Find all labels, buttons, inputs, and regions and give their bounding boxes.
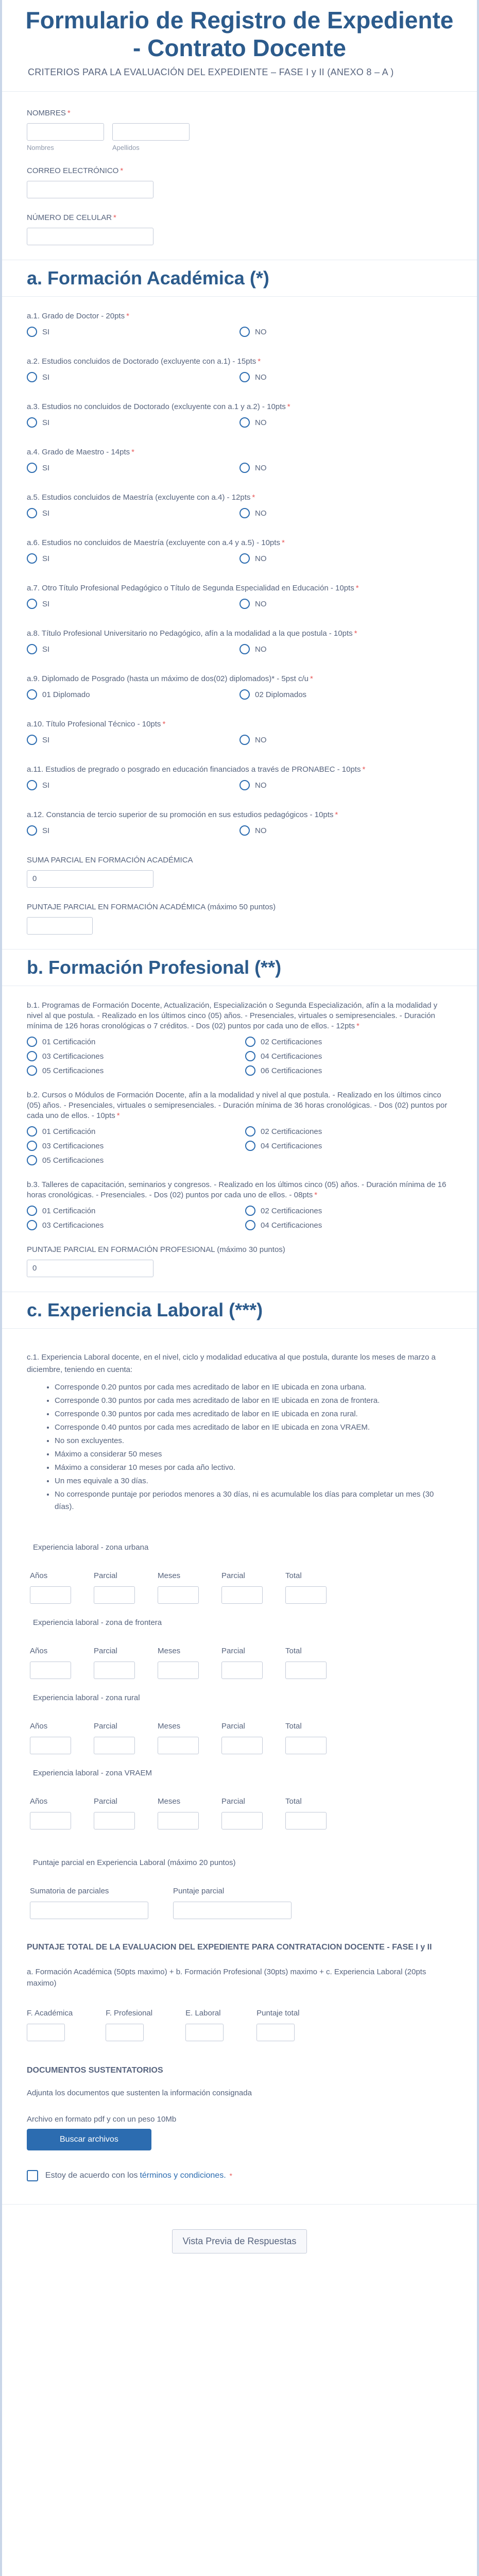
terms-link[interactable]: términos y condiciones. (140, 2171, 226, 2180)
first-name-sublabel: Nombres (27, 144, 54, 151)
radio-label: SI (42, 735, 50, 744)
required-mark: * (126, 312, 129, 320)
zone-title: Experiencia laboral - zona de frontera (33, 1618, 162, 1627)
total-value-input[interactable] (27, 2024, 65, 2041)
radio-option-no[interactable] (239, 825, 452, 836)
required-mark: * (120, 166, 124, 175)
radio-option-yes[interactable] (27, 372, 239, 382)
radio-label: NO (255, 599, 267, 608)
b3-label: b.3. Talleres de capacitación, seminarios y congresos. - Realizado en los últimos cinco (05) años. - Duración mínima de 16 horas cronológicas. - Presenciales. - Dos (02) puntos por cada uno de ellos. - 08pts (27, 1180, 447, 1199)
radio-circle[interactable] (27, 1141, 37, 1151)
certification-option[interactable] (245, 1141, 464, 1151)
question-label: a.11. Estudios de pregrado o posgrado en educación financiados a través de PRONABEC - 10pts (27, 765, 361, 774)
radio-option-yes[interactable] (27, 508, 239, 518)
question-a12 (27, 810, 452, 841)
form-subtitle: CRITERIOS PARA LA EVALUACIÓN DEL EXPEDIENTE – FASE I y II (ANEXO 8 – A ) (28, 67, 394, 77)
column-caption: Total (285, 1571, 302, 1580)
b2-options (27, 1126, 452, 1165)
radio-label: NO (255, 509, 267, 518)
browse-files-button[interactable]: Buscar archivos (27, 2129, 151, 2150)
radio-circle[interactable] (245, 1051, 255, 1061)
puntaje-parcial-input[interactable] (173, 1902, 292, 1919)
column-caption: Meses (158, 1722, 181, 1731)
zone-value-input[interactable] (94, 1586, 135, 1604)
terms-block (2, 2150, 477, 2181)
question-a9 (27, 674, 452, 705)
radio-circle[interactable] (27, 1155, 37, 1165)
experience-intro: c.1. Experiencia Laboral docente, en el nivel, ciclo y modalidad educativa al que postula, durante los meses de marzo a diciembre, teniendo en cuenta: (27, 1353, 436, 1374)
b1-label: b.1. Programas de Formación Docente, Actualización, Especialización o Segunda Especialización, afín a la modalidad y nivel al que postula. - Realizado en los últimos cinco (05) años. - Presenciales, virtuales o semipresenciales. - Duración mínima de 126 horas cronológicas o 7 créditos. - Dos (02) puntos por cada uno de ellos. - 12pts (27, 1001, 438, 1030)
column-caption: Total (285, 1647, 302, 1655)
experience-rule: • No corresponde puntaje por periodos menores a 30 días, ni es acumulable los días para completar un mes (30 días). (55, 1488, 452, 1513)
radio-label: NO (255, 418, 267, 427)
radio-circle[interactable] (239, 780, 250, 790)
radio-option-no[interactable] (239, 553, 452, 564)
radio-label: SI (42, 372, 50, 382)
radio-option-yes[interactable] (27, 553, 239, 564)
radio-label: NO (255, 735, 267, 744)
zone-value-input[interactable] (158, 1737, 199, 1754)
zone-value-input[interactable] (221, 1737, 263, 1754)
b1-field (27, 1001, 452, 1076)
radio-circle[interactable] (239, 327, 250, 337)
experience-rule: • Un mes equivale a 30 días. (55, 1475, 452, 1487)
option-label: 01 Certificación (42, 1127, 96, 1136)
radio-circle[interactable] (239, 553, 250, 564)
radio-circle[interactable] (27, 463, 37, 473)
required-mark: * (310, 674, 313, 683)
column-caption: Parcial (94, 1797, 117, 1806)
experience-info (2, 1329, 477, 1513)
option-label: 03 Certificaciones (42, 1221, 104, 1230)
radio-circle[interactable] (27, 372, 37, 382)
column-caption: Parcial (221, 1797, 245, 1806)
zone-value-input[interactable] (158, 1662, 199, 1679)
last-name-sublabel: Apellidos (112, 144, 140, 151)
radio-circle[interactable] (239, 644, 250, 654)
radio-circle[interactable] (239, 735, 250, 745)
terms-checkbox[interactable] (27, 2170, 38, 2181)
zone-value-input[interactable] (30, 1662, 71, 1679)
question-label: a.1. Grado de Doctor - 20pts (27, 312, 125, 320)
radio-option-yes[interactable] (27, 780, 239, 790)
radio-option-no[interactable] (239, 735, 452, 745)
experience-zone (30, 1543, 452, 1604)
radio-label: 01 Diplomado (42, 690, 90, 699)
question-label: a.9. Diplomado de Posgrado (hasta un máximo de dos(02) diplomados)* - 5pst c/u (27, 674, 309, 683)
question-a11 (27, 765, 452, 795)
zone-value-input[interactable] (30, 1737, 71, 1754)
radio-option-yes[interactable] (27, 689, 239, 700)
total-value-input[interactable] (106, 2024, 144, 2041)
required-mark: * (258, 357, 261, 366)
radio-circle[interactable] (239, 508, 250, 518)
experience-zone (30, 1693, 452, 1754)
radio-label: NO (255, 645, 267, 654)
radio-circle[interactable] (239, 825, 250, 836)
b2-label: b.2. Cursos o Módulos de Formación Docente, afín a la modalidad y nivel al que postula. - Realizado en los últimos cinco (05) años. - Presenciales, virtuales o semipresenciales. - Duración mínima de 36 horas cronológicas. - Dos (02) puntos por cada uno de ellos. - 10pts (27, 1091, 448, 1120)
required-mark: * (355, 584, 359, 592)
zone-value-input[interactable] (221, 1812, 263, 1829)
experience-zones (2, 1514, 477, 1829)
radio-option-no[interactable] (239, 689, 452, 700)
question-a4 (27, 447, 452, 478)
zone-value-input[interactable] (221, 1586, 263, 1604)
certification-option[interactable] (245, 1206, 464, 1216)
nombres-label: NOMBRES (27, 109, 66, 117)
zone-value-input[interactable] (285, 1586, 327, 1604)
email-input[interactable] (27, 181, 153, 198)
zone-value-input[interactable] (30, 1586, 71, 1604)
option-label: 04 Certificaciones (261, 1221, 322, 1230)
certification-option[interactable] (27, 1220, 245, 1230)
certification-option[interactable] (27, 1037, 245, 1047)
b1-options (27, 1037, 452, 1076)
zone-value-input[interactable] (285, 1662, 327, 1679)
column-caption: Parcial (221, 1647, 245, 1655)
personal-block (2, 92, 477, 245)
required-mark: * (162, 720, 166, 728)
certification-option[interactable] (27, 1051, 245, 1061)
required-mark: * (335, 810, 338, 819)
sumatoria-input[interactable] (30, 1902, 148, 1919)
radio-option-no[interactable] (239, 372, 452, 382)
radio-circle[interactable] (239, 372, 250, 382)
required-mark: * (67, 109, 71, 117)
correo-label: CORREO ELECTRÓNICO (27, 166, 119, 175)
puntaje-b-input[interactable]: 0 (27, 1260, 153, 1277)
radio-label: SI (42, 645, 50, 654)
zone-title: Experiencia laboral - zona rural (33, 1693, 140, 1702)
total-title: PUNTAJE TOTAL DE LA EVALUACION DEL EXPEDIENTE PARA CONTRATACION DOCENTE - FASE I y II (27, 1943, 432, 1952)
column-caption: Parcial (94, 1571, 117, 1580)
required-mark: * (113, 213, 116, 222)
question-label: a.3. Estudios no concluidos de Doctorado (excluyente con a.1 y a.2) - 10pts (27, 402, 286, 411)
column-caption: Años (30, 1722, 48, 1731)
column-caption: Años (30, 1797, 48, 1806)
correo-field (27, 166, 452, 198)
radio-circle[interactable] (27, 1206, 37, 1216)
experience-rule: • Corresponde 0.20 puntos por cada mes acreditado de labor en IE ubicada en zona urbana. (55, 1381, 452, 1394)
certification-option[interactable] (245, 1051, 464, 1061)
radio-circle[interactable] (239, 463, 250, 473)
radio-option-yes[interactable] (27, 644, 239, 654)
column-caption: Meses (158, 1571, 181, 1580)
radio-label: NO (255, 554, 267, 563)
radio-option-no[interactable] (239, 508, 452, 518)
radio-circle[interactable] (27, 1065, 37, 1076)
last-name-input[interactable] (112, 123, 190, 141)
zone-value-input[interactable] (30, 1812, 71, 1829)
zone-value-input[interactable] (94, 1737, 135, 1754)
total-caption: E. Laboral (185, 2009, 221, 2018)
celular-field (27, 213, 452, 245)
radio-circle[interactable] (245, 1126, 255, 1137)
option-label: 04 Certificaciones (261, 1141, 322, 1150)
certification-option[interactable] (27, 1206, 245, 1216)
question-a2 (27, 357, 452, 387)
certification-option[interactable] (245, 1126, 464, 1137)
question-a8 (27, 629, 452, 659)
column-caption: Parcial (94, 1722, 117, 1731)
radio-label: SI (42, 599, 50, 608)
column-caption: Parcial (221, 1571, 245, 1580)
experience-rule: • Corresponde 0.30 puntos por cada mes acreditado de labor en IE ubicada en zona rural. (55, 1408, 452, 1420)
option-label: 03 Certificaciones (42, 1052, 104, 1061)
radio-circle[interactable] (27, 780, 37, 790)
b3-field (27, 1180, 452, 1230)
radio-option-no[interactable] (239, 327, 452, 337)
radio-option-yes[interactable] (27, 825, 239, 836)
puntaje-a-input[interactable] (27, 917, 93, 935)
certification-option[interactable] (245, 1037, 464, 1047)
column-caption: Años (30, 1571, 48, 1580)
radio-circle[interactable] (27, 644, 37, 654)
total-caption: Puntaje total (256, 2009, 300, 2018)
section-c-title: c. Experiencia Laboral (***) (2, 1292, 477, 1329)
radio-option-no[interactable] (239, 780, 452, 790)
required-mark: * (131, 448, 134, 456)
radio-option-no[interactable] (239, 644, 452, 654)
radio-circle[interactable] (239, 599, 250, 609)
required-mark: * (356, 1022, 360, 1030)
question-a3 (27, 402, 452, 433)
radio-circle[interactable] (27, 599, 37, 609)
required-mark: * (314, 1191, 318, 1199)
first-name-input[interactable] (27, 123, 104, 141)
option-label: 05 Certificaciones (42, 1156, 104, 1165)
zone-value-input[interactable] (94, 1662, 135, 1679)
zone-value-input[interactable] (158, 1586, 199, 1604)
option-label: 02 Certificaciones (261, 1037, 322, 1046)
zone-value-input[interactable] (94, 1812, 135, 1829)
puntaje-b-label: PUNTAJE PARCIAL EN FORMACIÓN PROFESIONAL (máximo 30 puntos) (27, 1245, 285, 1254)
required-mark: * (229, 2172, 232, 2180)
file-note: Archivo en formato pdf y con un peso 10Mb (27, 2115, 177, 2124)
sumatoria-label: Sumatoria de parciales (30, 1887, 109, 1895)
column-caption: Años (30, 1647, 48, 1655)
radio-circle[interactable] (239, 417, 250, 428)
option-label: 05 Certificaciones (42, 1066, 104, 1075)
form-title: Formulario de Registro de Expediente - Contrato Docente (25, 7, 454, 61)
puntaje-a-label: PUNTAJE PARCIAL EN FORMACIÓN ACADÉMICA (máximo 50 puntos) (27, 903, 276, 911)
column-caption: Total (285, 1722, 302, 1731)
experience-rules-list (55, 1381, 452, 1513)
radio-circle[interactable] (27, 327, 37, 337)
radio-option-yes[interactable] (27, 735, 239, 745)
radio-circle[interactable] (27, 1220, 37, 1230)
radio-option-yes[interactable] (27, 599, 239, 609)
column-caption: Total (285, 1797, 302, 1806)
total-value-input[interactable] (185, 2024, 224, 2041)
required-mark: * (354, 629, 357, 638)
column-caption: Meses (158, 1797, 181, 1806)
radio-label: SI (42, 554, 50, 563)
radio-circle[interactable] (27, 689, 37, 700)
total-desc: a. Formación Académica (50pts maximo) + b. Formación Profesional (30pts) maximo + c. Experiencia Laboral (20pts maximo) (27, 1968, 426, 1988)
radio-circle[interactable] (245, 1037, 255, 1047)
radio-circle[interactable] (27, 553, 37, 564)
column-caption: Parcial (221, 1722, 245, 1731)
experience-rule: • Corresponde 0.40 puntos por cada mes acreditado de labor en IE ubicada en zona VRAEM. (55, 1421, 452, 1434)
total-fields (27, 2009, 452, 2041)
celular-label: NÚMERO DE CELULAR (27, 213, 112, 222)
radio-label: NO (255, 826, 267, 835)
radio-circle[interactable] (27, 1051, 37, 1061)
radio-circle[interactable] (27, 508, 37, 518)
option-label: 02 Certificaciones (261, 1127, 322, 1136)
question-label: a.6. Estudios no concluidos de Maestría (excluyente con a.4 y a.5) - 10pts (27, 538, 280, 547)
question-label: a.2. Estudios concluidos de Doctorado (excluyente con a.1) - 15pts (27, 357, 256, 366)
radio-option-yes[interactable] (27, 417, 239, 428)
suma-label: SUMA PARCIAL EN FORMACIÓN ACADÉMICA (27, 856, 193, 865)
radio-label: NO (255, 327, 267, 336)
question-a7 (27, 583, 452, 614)
radio-circle[interactable] (239, 689, 250, 700)
preview-responses-button[interactable]: Vista Previa de Respuestas (172, 2229, 307, 2253)
radio-label: SI (42, 781, 50, 790)
question-a6 (27, 538, 452, 569)
radio-option-no[interactable] (239, 599, 452, 609)
zone-value-input[interactable] (285, 1737, 327, 1754)
radio-circle[interactable] (245, 1220, 255, 1230)
experience-zone (30, 1769, 452, 1829)
suma-parcial-input[interactable]: 0 (27, 870, 153, 888)
section-a-summary (2, 855, 477, 935)
total-caption: F. Profesional (106, 2009, 153, 2018)
certification-option[interactable] (27, 1141, 245, 1151)
radio-circle[interactable] (27, 735, 37, 745)
docs-desc: Adjunta los documentos que sustenten la información consignada (27, 2089, 252, 2097)
section-a-title: a. Formación Académica (*) (2, 260, 477, 297)
puntaje-parcial-label: Puntaje parcial (173, 1887, 225, 1895)
experience-rule: • No son excluyentes. (55, 1435, 452, 1447)
required-mark: * (281, 538, 285, 547)
radio-option-yes[interactable] (27, 463, 239, 473)
certification-option[interactable] (27, 1155, 245, 1165)
radio-circle[interactable] (245, 1065, 255, 1076)
required-mark: * (252, 493, 255, 502)
experience-rule: • Máximo a considerar 50 meses (55, 1448, 452, 1461)
radio-circle[interactable] (27, 417, 37, 428)
radio-label: SI (42, 418, 50, 427)
question-label: a.7. Otro Título Profesional Pedagógico o Título de Segunda Especialidad en Educación - 10pts (27, 584, 354, 592)
form-header (2, 0, 477, 92)
experience-rule: • Máximo a considerar 10 meses por cada año lectivo. (55, 1462, 452, 1474)
puntaje-c-label: Puntaje parcial en Experiencia Laboral (máximo 20 puntos) (33, 1858, 236, 1867)
column-caption: Parcial (94, 1647, 117, 1655)
zone-title: Experiencia laboral - zona VRAEM (33, 1769, 152, 1777)
question-label: a.8. Título Profesional Universitario no Pedagógico, afín a la modalidad a la que postula - 10pts (27, 629, 353, 638)
question-a5 (27, 493, 452, 523)
docs-block (2, 2041, 477, 2150)
radio-circle[interactable] (27, 825, 37, 836)
zone-value-input[interactable] (221, 1662, 263, 1679)
option-label: 02 Certificaciones (261, 1206, 322, 1215)
radio-label: NO (255, 463, 267, 472)
zone-value-input[interactable] (158, 1812, 199, 1829)
total-value-input[interactable] (256, 2024, 295, 2041)
experience-summary (2, 1829, 477, 1919)
question-a10 (27, 719, 452, 750)
question-a1 (27, 311, 452, 342)
required-mark: * (362, 765, 366, 774)
zone-title: Experiencia laboral - zona urbana (33, 1543, 149, 1552)
radio-label: SI (42, 463, 50, 472)
certification-option[interactable] (245, 1220, 464, 1230)
question-label: a.12. Constancia de tercio superior de su promoción en sus estudios pedagógicos - 10pts (27, 810, 334, 819)
section-b-title: b. Formación Profesional (**) (2, 949, 477, 986)
radio-circle[interactable] (245, 1141, 255, 1151)
column-caption: Meses (158, 1647, 181, 1655)
option-label: 01 Certificación (42, 1206, 96, 1215)
certification-option[interactable] (27, 1126, 245, 1137)
b3-options (27, 1206, 452, 1230)
radio-label: SI (42, 327, 50, 336)
radio-label: NO (255, 372, 267, 382)
phone-input[interactable] (27, 228, 153, 245)
radio-option-no[interactable] (239, 417, 452, 428)
zone-value-input[interactable] (285, 1812, 327, 1829)
radio-circle[interactable] (27, 1037, 37, 1047)
experience-rule: • Corresponde 0.30 puntos por cada mes acreditado de labor en IE ubicada en zona de frontera. (55, 1395, 452, 1407)
b2-field (27, 1090, 452, 1165)
radio-label: NO (255, 781, 267, 790)
nombres-field (27, 108, 452, 151)
total-caption: F. Académica (27, 2009, 73, 2018)
radio-label: 02 Diplomados (255, 690, 307, 699)
radio-option-yes[interactable] (27, 327, 239, 337)
terms-prefix: Estoy de acuerdo con los (45, 2171, 138, 2180)
radio-circle[interactable] (27, 1126, 37, 1137)
radio-label: SI (42, 509, 50, 518)
question-label: a.10. Título Profesional Técnico - 10pts (27, 720, 161, 728)
section-b-questions (2, 986, 477, 1277)
certification-option[interactable] (245, 1065, 464, 1076)
total-block (2, 1919, 477, 2041)
experience-zone (30, 1618, 452, 1679)
option-label: 06 Certificaciones (261, 1066, 322, 1075)
radio-option-no[interactable] (239, 463, 452, 473)
required-mark: * (287, 402, 290, 411)
question-label: a.4. Grado de Maestro - 14pts (27, 448, 130, 456)
option-label: 01 Certificación (42, 1037, 96, 1046)
question-label: a.5. Estudios concluidos de Maestría (excluyente con a.4) - 12pts (27, 493, 251, 502)
certification-option[interactable] (27, 1065, 245, 1076)
docs-title: DOCUMENTOS SUSTENTATORIOS (27, 2066, 163, 2075)
section-a-questions (2, 297, 477, 841)
option-label: 03 Certificaciones (42, 1141, 104, 1150)
radio-circle[interactable] (245, 1206, 255, 1216)
required-mark: * (116, 1111, 120, 1120)
option-label: 04 Certificaciones (261, 1052, 322, 1061)
radio-label: SI (42, 826, 50, 835)
